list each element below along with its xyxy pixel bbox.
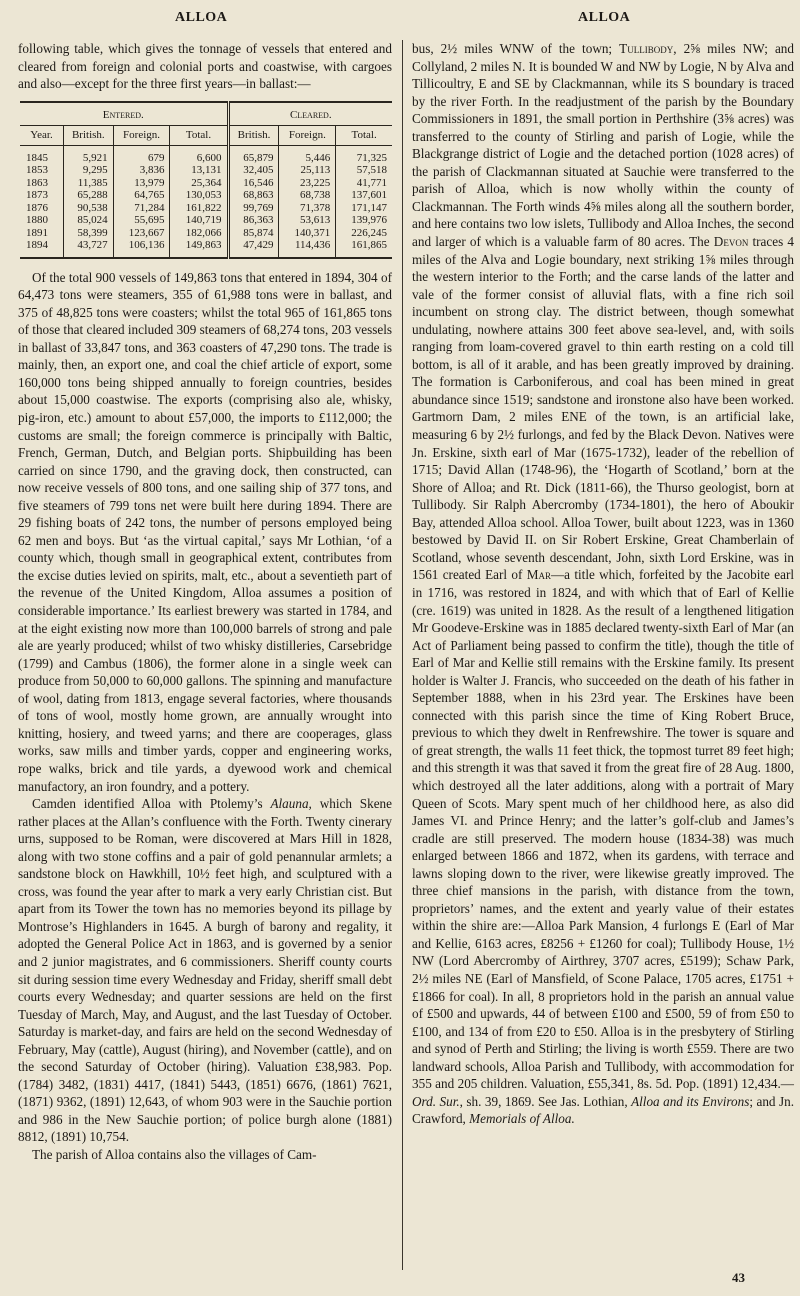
entered-total-header: Total.	[170, 126, 228, 146]
table-row	[20, 214, 392, 227]
right-column	[412, 40, 794, 1128]
tonnage-cell: 65,879	[228, 145, 279, 164]
tonnage-cell: 57,518	[336, 164, 392, 177]
cleared-british-header: British.	[228, 126, 279, 146]
tonnage-cell: 139,976	[336, 214, 392, 227]
year-cell: 1873	[26, 189, 48, 202]
tonnage-cell: 137,601	[336, 189, 392, 202]
tonnage-cell: 161,865	[336, 239, 392, 258]
running-head-left: ALLOA	[175, 10, 228, 25]
tonnage-cell: 47,429	[228, 239, 279, 258]
table-row	[20, 239, 392, 258]
history-text-a: Camden identified Alloa with Ptolemy’s	[32, 796, 271, 812]
tonnage-cell: 226,245	[336, 227, 392, 240]
column-rule	[402, 40, 403, 1270]
tonnage-cell: 106,136	[113, 239, 170, 258]
tonnage-cell: 71,378	[279, 202, 336, 215]
tullibody-smallcaps: Tullibody	[619, 41, 674, 56]
tonnage-cell: 123,667	[113, 227, 170, 240]
year-header: Year.	[20, 126, 63, 146]
tonnage-cell: 86,363	[228, 214, 279, 227]
tonnage-cell: 16,546	[228, 177, 279, 190]
history-paragraph	[18, 795, 392, 1146]
tonnage-cell: 53,613	[279, 214, 336, 227]
tonnage-cell: 140,719	[170, 214, 228, 227]
intro-paragraph: following table, which gives the tonnage of vessels that entered and cleared from foreign and colonial ports and coastwise, with cargoes and also—except for the three first years—in ballast:—	[18, 41, 392, 92]
text-run: ; and Jn. Crawford,	[412, 1093, 795, 1127]
left-column	[18, 40, 392, 1164]
tonnage-cell: 5,446	[279, 145, 336, 164]
tonnage-cell: 5,921	[63, 145, 113, 164]
table-row	[20, 164, 392, 177]
table-row	[20, 189, 392, 202]
text-run: , 2⅝ miles NW; and Collyland, 2 miles N. It is bounded W and NW by Logie, N by Alva and Tillicoultry, E and SE by Clackmannan, while its S boundary is traced by the river Forth. In the readjustment of the parish by the Boundary Commissioners in 1891, the small portion in Perthshire (3⅝ acres) was transferred to the county of Stirling and parish of Logie, while the Blackgrange district of Logie and the detached portion (1028 acres) of the parish of Clackmannan situated at Sauchie were transferred to the parish of Alloa, which is now wholly within the county of Clackmannan. The Forth winds 4⅝ miles along all the southern border, and here contains two low islets, Tullibody and Alloa Inches, the second and larger of which is a valuable farm of 80 acres. The	[412, 41, 794, 250]
mar-smallcaps: Mar	[526, 567, 551, 583]
tonnage-cell: 171,147	[336, 202, 392, 215]
devon-smallcaps: Devon	[713, 234, 749, 250]
cleared-foreign-header: Foreign.	[279, 126, 336, 146]
entered-group-header: Entered.	[20, 102, 228, 126]
text-run: bus, 2½ miles WNW of the town;	[412, 41, 620, 56]
tonnage-cell: 130,053	[170, 189, 228, 202]
tonnage-cell: 58,399	[63, 227, 113, 240]
tonnage-cell: 23,225	[279, 177, 336, 190]
tonnage-cell: 11,385	[63, 177, 113, 190]
tonnage-cell: 64,765	[113, 189, 170, 202]
text-run: traces 4 miles of the Alva and Logie boundary, next striking 1⅝ miles through the western interior to the Forth; and the carse lands of the latter and vale of the former consist of alluvial flats, with a fine rich soil incumbent on strong clay. The district between, though somewhat undulating, nowhere attains 300 feet above sea-level, and, with soils ranging from loam-covered gravel to thin earth resting on a cold till bottom, is all of it arable, and has been greatly improved by draining. The formation is Carboniferous, and coal has been mined in great abundance since 1519; sandstone and ironstone also have been worked. Gartmorn Dam, 2 miles ENE of the town, is an artificial lake, measuring 6 by 2½ furlongs, and fed by the Black Devon. Natives were Jn. Erskine, sixth earl of Mar (1675-1732), leader of the rebellion of 1715; David Allan (1748-96), the ‘Hogarth of Scotland,’ born at the Shore of Alloa; and Rt. Dick (1811-66), the Thurso geologist, born at Tullibody. Sir Ralph Abercromby (1734-1801), the hero of Aboukir Bay, attended Alloa school. Alloa Tower, built about 1223, was in 1360 bestowed by David II. on Sir Robert Erskine, Great Chamberlain of Scotland, whose seventh descendant, John, sixth Lord Erskine, was in 1561 created Earl of	[412, 234, 795, 583]
running-head-right: ALLOA	[578, 10, 631, 25]
tonnage-cell: 71,284	[113, 202, 170, 215]
memorials-italic: Memorials of Alloa.	[469, 1111, 575, 1127]
tonnage-cell: 68,863	[228, 189, 279, 202]
year-cell: 1894	[26, 239, 48, 252]
entered-british-header: British.	[63, 126, 113, 146]
year-cell: 1891	[26, 226, 48, 239]
page-number: 43	[732, 1270, 745, 1285]
tonnage-cell: 182,066	[170, 227, 228, 240]
year-cell: 1876	[26, 201, 48, 214]
year-cell: 1863	[26, 176, 48, 189]
tonnage-cell: 140,371	[279, 227, 336, 240]
tonnage-cell: 149,863	[170, 239, 228, 258]
tonnage-cell: 3,836	[113, 164, 170, 177]
tonnage-cell: 679	[113, 145, 170, 164]
tonnage-table-body	[20, 145, 392, 258]
tonnage-cell: 25,364	[170, 177, 228, 190]
tonnage-cell: 71,325	[336, 145, 392, 164]
tonnage-cell: 13,979	[113, 177, 170, 190]
parish-paragraph-cont	[412, 40, 794, 1128]
parish-paragraph-start: The parish of Alloa contains also the villages of Cam-	[32, 1146, 317, 1162]
alauna-italic: Alauna,	[270, 796, 312, 812]
ord-sur-italic: Ord. Sur.	[412, 1093, 460, 1109]
tonnage-cell: 90,538	[63, 202, 113, 215]
year-cell: 1853	[26, 164, 48, 177]
tonnage-cell: 43,727	[63, 239, 113, 258]
tonnage-cell: 9,295	[63, 164, 113, 177]
tonnage-cell: 85,874	[228, 227, 279, 240]
tonnage-table	[20, 101, 392, 259]
entered-foreign-header: Foreign.	[113, 126, 170, 146]
cleared-group-header: Cleared.	[228, 102, 392, 126]
tonnage-cell: 99,769	[228, 202, 279, 215]
tonnage-cell: 25,113	[279, 164, 336, 177]
tonnage-cell: 85,024	[63, 214, 113, 227]
alloa-environs-italic: Alloa and its Environs	[631, 1093, 750, 1109]
tonnage-cell: 6,600	[170, 145, 228, 164]
tonnage-cell: 114,436	[279, 239, 336, 258]
table-row	[20, 202, 392, 215]
year-cell: 1845	[26, 151, 48, 164]
table-row	[20, 227, 392, 240]
cleared-total-header: Total.	[336, 126, 392, 146]
tonnage-cell: 68,738	[279, 189, 336, 202]
tonnage-cell: 161,822	[170, 202, 228, 215]
tonnage-cell: 32,405	[228, 164, 279, 177]
history-text-b: which Skene rather places at the Allan’s confluence with the Forth. Twenty cinerary urns, supposed to be Roman, were discovered at Mars Hill in 1828, along with two stone coffins and a pair of gold penannular armlets; a sandstone block on Hawkhill, 10½ feet high, and sculptured with a cross, was found the year after to mark a very early Christian cist. But apart from its Tower the town has no memories beyond its pillage by Montrose’s Highlanders in 1645. A burgh of barony and regality, it adopted the General Police Act in 1863, and is governed by a senior and 2 junior magistrates, and 6 commissioners. Sheriff county courts sit during session time every Wednesday and Friday, sheriff small debt courts every Wednesday; and quarter sessions are held on the first Tuesday of March, May, and August, and the last Tuesday of October. Saturday is market-day, and fairs are held on the second Wednesday of February, May (cattle), August (hiring), and November (cattle), and on the second Saturday of October (hiring). Valuation £38,983. Pop. (1784) 3482, (1831) 4417, (1841) 5443, (1851) 6676, (1861) 7621, (1871) 9362, (1891) 12,643, of whom 903 were in the Sauchie portion and 986 in the New Sauchie portion; of police burgh alone (1881) 8812, (1891) 10,754.	[18, 796, 392, 1145]
tonnage-cell: 41,771	[336, 177, 392, 190]
trade-paragraph: Of the total 900 vessels of 149,863 tons that entered in 1894, 304 of 64,473 tons were steamers, 355 of 61,988 tons were in ballast, and 375 of 48,825 tons were coasters; whilst the total 965 of 161,865 tons of those that cleared included 309 steamers of 68,274 tons, 203 vessels in ballast of 33,847 tons, and 363 coasters of 47,290 tons. The trade is mainly, then, an export one, and coal the chief article of export, some 160,000 tons being shipped annually to foreign countries, besides about 15,000 coastwise. The exports (comprising also ale, whisky, pig-iron, etc.) amount to about £57,000, the imports to £112,000; the customs are small; the foreign commerce is principally with Baltic, French, German, Dutch, and Belgian ports. Shipbuilding has been carried on since 1790, and the graving dock, then constructed, can now receive vessels of 800 tons, and one sailing ship of 377 tons, and five steamers of 799 tons net were built here during 1894. There are 29 fishing boats of 242 tons, the number of persons employed being 62 men and boys. But ‘as the virtual capital,’ says Mr Lothian, ‘of a county which, though small in geographical extent, contributes from the excise duties levied on spirits, malt, etc., about a seventieth part of the revenue of the United Kingdom, Alloa assumes a position of considerable importance.’ Its earliest brewery was started in 1784, and at the eight existing now more than 100,000 barrels of strong and pale ale are yearly produced; whilst of two whisky distilleries, Carsebridge (1799) and Cambus (1806), the former alone in a single week can produce from 50,000 to 60,000 gallons. The spinning and manufacture of wool, dating from 1813, engage several factories, where thousands of tons of wool, mostly home grown, are annually wrought into knitting, hosiery, and tweed yarns; and there are cooperages, glass works, saw mills and timber yards, copper and engineering works, rope walks, brick and tile yards, a dyewood work and chemical manufactory, an iron foundry, and a pottery.	[18, 269, 392, 794]
text-run: , sh. 39, 1869. See Jas. Lothian,	[459, 1093, 632, 1109]
text-run: —a title which, forfeited by the Jacobite earl in 1716, was restored in 1824, and with which that of Earl of Kellie (cre. 1619) was united in 1828. As the result of a lengthened litigation Mr Goodeve-Erskine was in 1885 declared twenty-sixth Earl of Mar (an Act of Parliament being passed to confirm the title), though the title of Earl of Mar and Kellie still remains with the Erskine family. Its present holder is Walter J. Francis, who succeeded on the death of his father in September 1888, when in his 23rd year. The Erskines have been connected with this parish since the time of King Robert Bruce, previous to which they dwelt in Renfrewshire. The tower is square and of great strength, the walls 11 feet thick, the topmost turret 89 feet high; and this strength it was that saved it from the great fire of 28 Aug. 1800, which destroyed all the later additions, along with a portrait of Mary Queen of Scots. Mary spent much of her childhood here, as also did James VI. and Prince Henry; and the latter’s golf-club and James’s cradle are still preserved. The modern house (1834-38) was much enlarged between 1866 and 1872, when its gardens, with terrace and lawns sloping down to the river, were likewise greatly improved. The three chief mansions in the parish, with distance from the town, proprietors’ names, and the extent and yearly value of their estates within the shire are:—Alloa Park Mansion, 4 furlongs E (Earl of Mar and Kellie, 6163 acres, £8256 + £1260 for coal); Tullibody House, 1½ NW (Lord Abercromby of Airthrey, 3707 acres, £5199); Schaw Park, 2½ miles NE (Earl of Mansfield, of Scone Palace, 1705 acres, £1751 + £1866 for coal). In all, 8 proprietors hold in the parish an annual value of £500 and upwards, 44 of between £100 and £500, 59 of from £50 to £100, and 134 of from £20 to £50. Alloa is in the presbytery of Stirling and synod of Perth and Stirling; the living is worth £559. There are two landward schools, Alloa Parish and Tullibody, with accommodation for 355 and 205 children. Valuation, £55,341, 8s. 5d. Pop. (1891) 12,434.—	[412, 567, 794, 1092]
year-cell: 1880	[26, 214, 48, 227]
table-row	[20, 177, 392, 190]
table-row	[20, 145, 392, 164]
tonnage-cell: 13,131	[170, 164, 228, 177]
tonnage-cell: 55,695	[113, 214, 170, 227]
tonnage-cell: 65,288	[63, 189, 113, 202]
